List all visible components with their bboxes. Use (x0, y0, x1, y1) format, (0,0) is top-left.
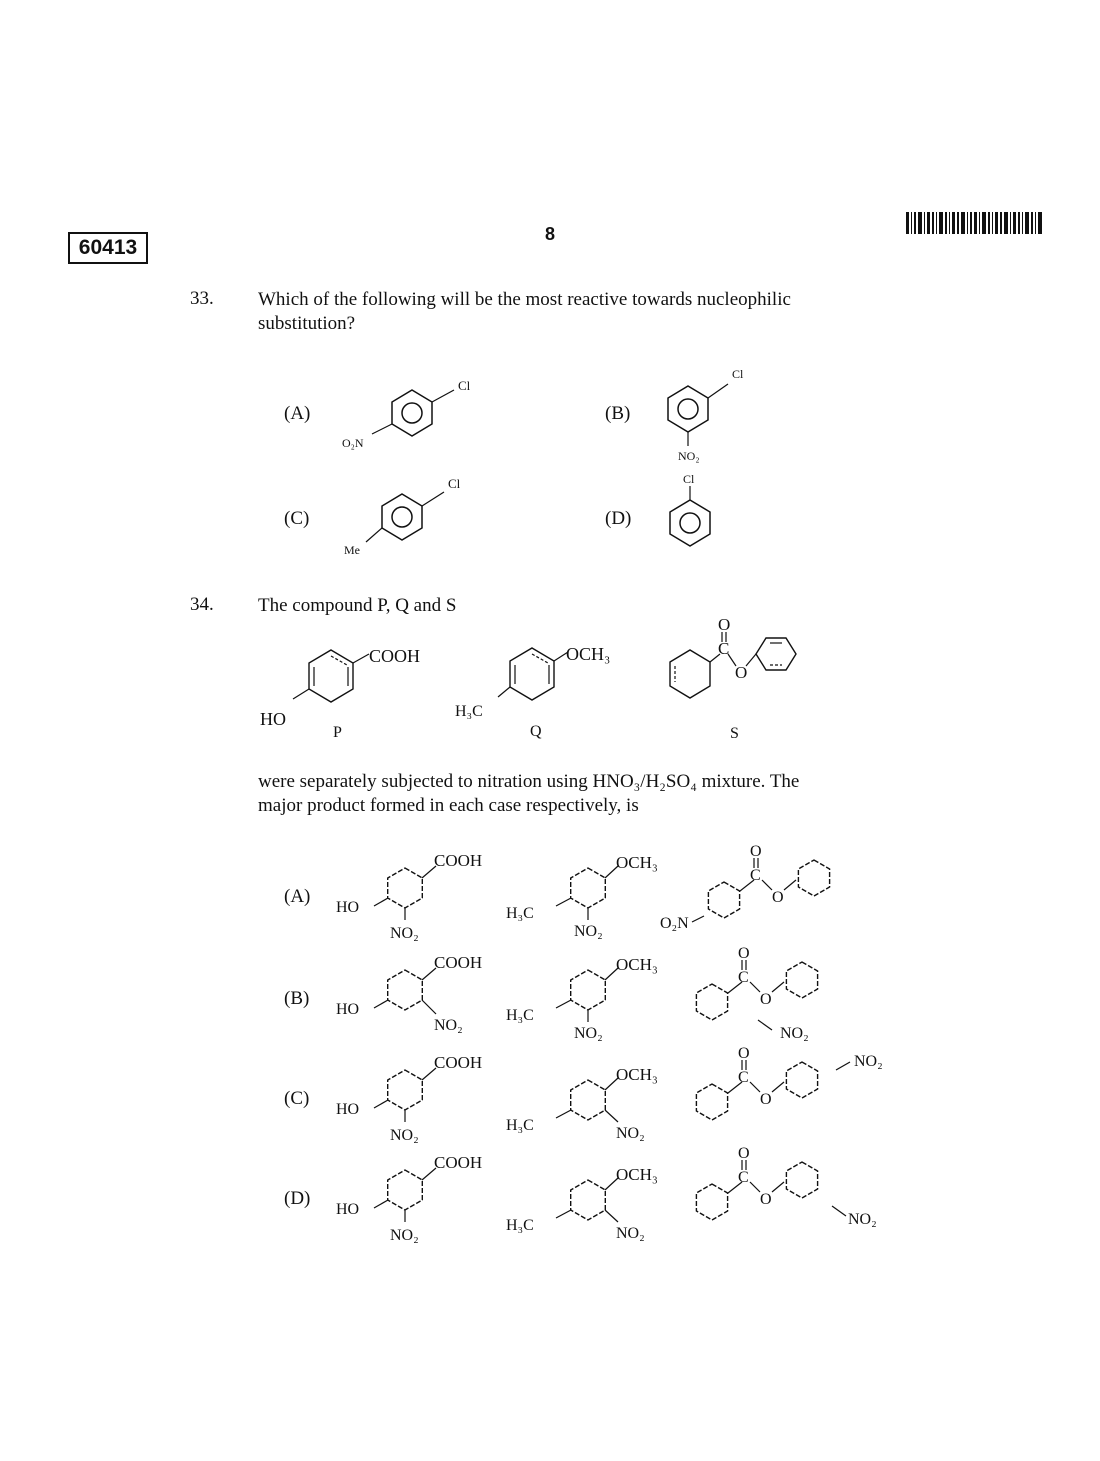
q34-d-q-sub1: OCH₃ (616, 1165, 658, 1184)
q34-c-p-sub1: COOH (434, 1053, 483, 1072)
q34-intro: The compound P, Q and S (258, 595, 457, 616)
q34-b-p-product (330, 950, 510, 1050)
q34-a-s-c: C (750, 867, 761, 884)
q33-text-line2: substitution? (258, 313, 356, 334)
q33-number: 33. (190, 288, 214, 309)
q34-b-s-no2: NO₂ (780, 1025, 809, 1042)
q34-b-q-sub2: H₃C (506, 1007, 534, 1024)
q34-b-q-no2: NO₂ (574, 1025, 603, 1042)
q34-c-p-sub2: HO (336, 1101, 360, 1118)
q34-d-q-sub2: H₃C (506, 1217, 534, 1234)
q34-d-s-c: C (738, 1169, 749, 1186)
q34-a-s-no2: O₂N (660, 915, 689, 932)
q34-c-s-o: O (738, 1045, 750, 1062)
q34-b-q-sub1: OCH₃ (616, 955, 658, 974)
q33-option-a-label: (A) (284, 403, 311, 424)
q33-a-sub1: Cl (458, 378, 471, 393)
q34-a-s-product (660, 842, 900, 946)
q33-d-sub1: Cl (683, 472, 695, 486)
barcode-icon (906, 212, 1042, 234)
q33-b-sub1: Cl (732, 367, 744, 381)
q34-option-c-label: (C) (284, 1088, 310, 1109)
compound-p-structure (255, 630, 445, 740)
q34-b-s-o: O (738, 945, 750, 962)
compound-p-sub1: COOH (369, 646, 421, 666)
q33-c-sub1: Cl (448, 476, 461, 491)
q34-c-q-sub1: OCH₃ (616, 1065, 658, 1084)
q34-option-b-label: (B) (284, 988, 310, 1009)
q34-d-p-sub2: HO (336, 1201, 360, 1218)
compound-s-label: S (730, 725, 739, 740)
q34-b-s-eo: O (760, 991, 772, 1008)
q33-option-d-label: (D) (605, 508, 632, 529)
q33-text (258, 288, 918, 336)
q34-c-s-no2: NO₂ (854, 1053, 883, 1070)
q34-a-q-sub2: H₃C (506, 905, 534, 922)
q33-option-a-structure (330, 370, 490, 455)
q34-text-line1: were separately subjected to nitration using HNO₃/H₂SO₄ mixture. The (258, 771, 800, 792)
q34-d-s-o: O (738, 1145, 750, 1162)
q33-text-line1: Which of the following will be the most reactive towards nucleophilic (258, 289, 791, 310)
compound-s-ester-o: O (735, 663, 748, 682)
q33-option-c-structure (330, 472, 490, 562)
q34-d-s-eo: O (760, 1191, 772, 1208)
q34-d-p-product (330, 1150, 510, 1250)
compound-q-structure (450, 630, 640, 740)
q34-a-p-sub2: HO (336, 899, 360, 916)
q34-option-a-label: (A) (284, 886, 311, 907)
compound-q-label: Q (530, 723, 542, 740)
q34-a-p-no2: NO₂ (390, 925, 419, 942)
q33-option-d-structure (650, 470, 740, 555)
q34-text-line2: major product formed in each case respectively, is (258, 795, 639, 816)
q34-b-s-product (660, 944, 900, 1048)
q34-c-s-c: C (738, 1069, 749, 1086)
q34-option-d-label: (D) (284, 1188, 311, 1209)
q34-d-p-no2: NO₂ (390, 1227, 419, 1244)
q34-b-p-sub1: COOH (434, 953, 483, 972)
q33-option-b-label: (B) (605, 403, 631, 424)
compound-p-sub2: HO (260, 709, 286, 729)
q33-a-sub2: O₂N (342, 436, 364, 450)
compound-s-carbon: C (718, 639, 730, 658)
q34-a-s-eo: O (772, 889, 784, 906)
q33-b-sub2: NO₂ (678, 449, 700, 463)
q34-c-s-product (660, 1044, 900, 1148)
compound-q-sub1: OCH₃ (566, 644, 611, 664)
q34-a-s-o: O (750, 843, 762, 860)
page-number: 8 (545, 224, 556, 244)
q34-c-p-product (330, 1050, 510, 1150)
q34-b-s-c: C (738, 969, 749, 986)
q34-d-q-no2: NO₂ (616, 1225, 645, 1242)
paper-code: 60413 (78, 236, 138, 259)
q34-c-q-no2: NO₂ (616, 1125, 645, 1142)
q34-a-p-product (330, 848, 510, 948)
q34-number: 34. (190, 594, 214, 615)
q34-b-p-no2: NO₂ (434, 1017, 463, 1034)
q33-option-c-label: (C) (284, 508, 310, 529)
compound-q-sub2: H₃C (455, 703, 483, 720)
q34-a-q-sub1: OCH₃ (616, 853, 658, 872)
compound-s-structure (640, 610, 830, 740)
compound-p-label: P (333, 724, 342, 740)
q34-d-s-no2: NO₂ (848, 1211, 877, 1228)
q34-text (258, 770, 918, 818)
paper-code-box (68, 232, 148, 264)
q34-a-q-no2: NO₂ (574, 923, 603, 940)
q33-option-b-structure (650, 362, 770, 467)
compound-s-carbonyl-o: O (718, 615, 731, 634)
q34-c-q-sub2: H₃C (506, 1117, 534, 1134)
q33-c-sub2: Me (344, 543, 360, 557)
q34-c-s-eo: O (760, 1091, 772, 1108)
q34-a-p-sub1: COOH (434, 851, 483, 870)
q34-c-p-no2: NO₂ (390, 1127, 419, 1144)
q34-d-s-product (660, 1144, 900, 1248)
q34-b-p-sub2: HO (336, 1001, 360, 1018)
q34-d-p-sub1: COOH (434, 1153, 483, 1172)
